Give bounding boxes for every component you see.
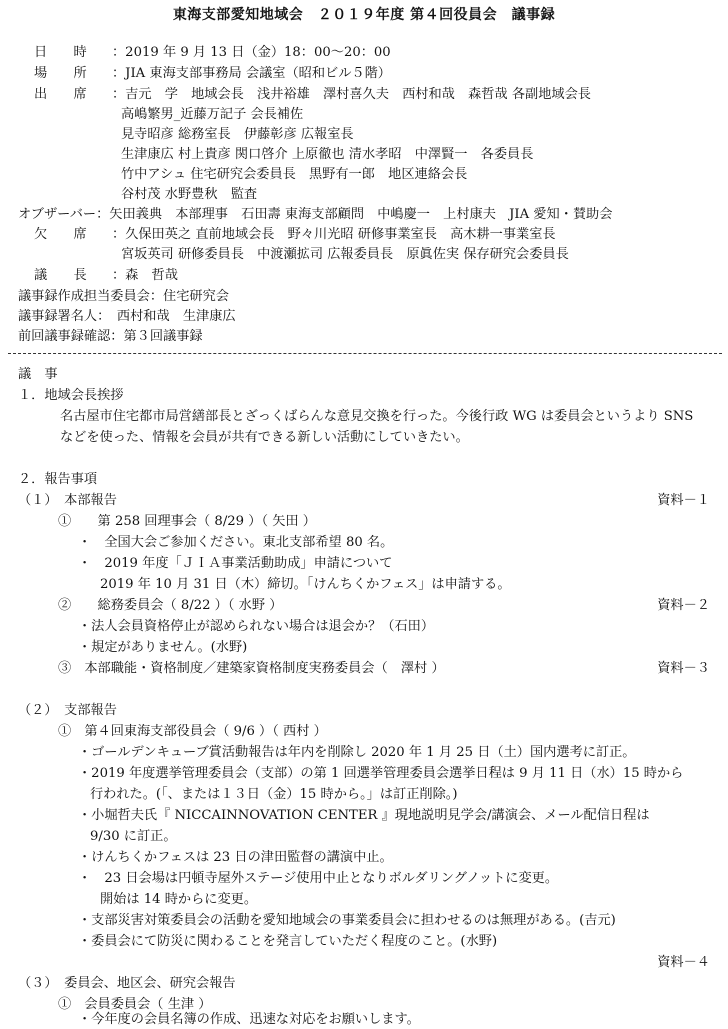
branch-bullet: ・ゴールデンキューブ賞活動報告は年内を削除し 2020 年 1 月 25 日（土）国内選考に訂正。: [78, 745, 636, 760]
reference-label: 資料－３: [657, 661, 710, 676]
reference-label: 資料－１: [657, 493, 710, 508]
branch-bullet: ・けんちくかフェスは 23 日の津田監督の講演中止。: [78, 850, 393, 865]
date-value: ：2019 年 9 月 13 日（金）18：00〜20：00: [112, 45, 391, 60]
hq-item-1: ① 第 258 回理事会（ 8/29 ）（ 矢田 ）: [58, 514, 316, 529]
reference-label: 資料－２: [657, 598, 710, 613]
attendees-line: 谷村茂 水野豊秋 監査: [121, 187, 258, 202]
chair-value: ：森 哲哉: [112, 268, 178, 283]
committee-item-1: ① 会員委員会（ 生津 ）: [58, 997, 212, 1012]
previous-minutes-confirmation: 前回議事録確認：第３回議事録: [18, 329, 203, 344]
place-value: ：JIA 東海支部事務局 会議室（昭和ビル５階）: [112, 66, 391, 81]
hq-item-3: ③ 本部職能・資格制度／建築家資格制度実務委員会（ 澤村 ）: [58, 661, 445, 676]
section-2-title: ２．報告事項: [18, 472, 98, 487]
branch-bullet: ・2019 年度選挙管理委員会（支部）の第 1 回選挙管理委員会選挙日程は 9 月 11 日（水）15 時から: [78, 766, 684, 781]
reference-label: 資料－４: [657, 955, 710, 970]
attendees-line: 見寺昭彦 総務室長 伊藤彰彦 広報室長: [121, 127, 354, 142]
attendees-label: 出 席: [34, 87, 87, 102]
hq-item-1-bullet: ・ 全国大会ご参加ください。東北支部希望 80 名。: [78, 535, 394, 550]
committee-bullet: ・今年度の会員名簿の作成、迅速な対応をお願いします。: [78, 1012, 420, 1027]
minutes-writer: 議事録作成担当委員会：住宅研究会: [18, 289, 229, 304]
dashed-divider: [8, 353, 722, 354]
branch-item-1: ① 第４回東海支部役員会（ 9/6 ）（ 西村 ）: [58, 724, 327, 739]
signers: 議事録署名人： 西村和哉 生津康広: [18, 309, 236, 324]
hq-item-2-bullet: ・法人会員資格停止が認められない場合は退会か？（石田）: [78, 619, 435, 634]
section-1-text: 名古屋市住宅都市局営繕部長とざっくばらんな意見交換を行った。今後行政 WG は委員会というより SNS: [60, 409, 694, 424]
branch-bullet: 9/30 に訂正。: [90, 829, 177, 844]
section-1-text: などを使った、情報を会員が共有できる新しい活動にしていきたい。: [60, 430, 469, 445]
attendees-line: 生津康広 村上貴彦 関口啓介 上原徹也 清水孝昭 中澤賢一 各委員長: [121, 147, 534, 162]
chair-label: 議 長: [34, 268, 87, 283]
observers-line: オブザーバー：矢田義典 本部理事 石田壽 東海支部顧問 中嶋慶一 上村康夫 JIA 愛知・賛助会: [18, 207, 613, 222]
hq-report-title: （１） 本部報告: [18, 493, 117, 508]
branch-bullet: 行われた。(「、または１３日（金）15 時から。」は訂正削除。): [90, 787, 458, 802]
branch-bullet: ・ 23 日会場は円頓寺屋外ステージ使用中止となりボルダリングノットに変更。: [78, 871, 559, 886]
branch-bullet: ・支部災害対策委員会の活動を愛知地域会の事業委員会に担わせるのは無理がある。(吉元): [78, 913, 616, 928]
section-1-title: １．地域会長挨拶: [18, 388, 124, 403]
branch-report-title: （２） 支部報告: [18, 703, 117, 718]
absent-label: 欠 席: [34, 227, 87, 242]
attendees-line: ：吉元 学 地域会長 浅井裕雄 澤村喜久夫 西村和哉 森哲哉 各副地域会長: [112, 87, 591, 102]
hq-item-2: ② 総務委員会（ 8/22 ）（ 水野 ）: [58, 598, 283, 613]
agenda-heading: 議 事: [18, 367, 58, 382]
date-label: 日 時: [34, 45, 87, 60]
attendees-line: 竹中アシュ 住宅研究会委員長 黒野有一郎 地区連絡会長: [121, 167, 468, 182]
absent-line: 宮坂英司 研修委員長 中渡瀬拡司 広報委員長 原眞佐実 保存研究会委員長: [121, 247, 569, 262]
committee-report-title: （３） 委員会、地区会、研究会報告: [18, 976, 236, 991]
document-title: 東海支部愛知地域会 ２０１９年度 第４回役員会 議事録: [172, 7, 556, 23]
attendees-line: 高嶋繁男_近藤万記子 会長補佐: [121, 107, 304, 122]
absent-line: ：久保田英之 直前地域会長 野々川光昭 研修事業室長 高木耕一事業室長: [112, 227, 556, 242]
hq-item-1-bullet: 2019 年 10 月 31 日（木）締切。「けんちくかフェス」は申請する。: [100, 577, 511, 592]
hq-item-1-bullet: ・ 2019 年度「ＪＩＡ事業活動助成」申請について: [78, 556, 393, 571]
branch-bullet: ・小堀哲夫氏『 NICCAINNOVATION CENTER 』現地説明見学会/講演会、メール配信日程は: [78, 808, 650, 823]
branch-bullet: ・委員会にて防災に関わることを発言していただく程度のこと。(水野): [78, 934, 498, 949]
hq-item-2-bullet: ・規定がありません。(水野): [78, 640, 248, 655]
branch-bullet: 開始は 14 時からに変更。: [100, 892, 258, 907]
place-label: 場 所: [34, 66, 87, 81]
